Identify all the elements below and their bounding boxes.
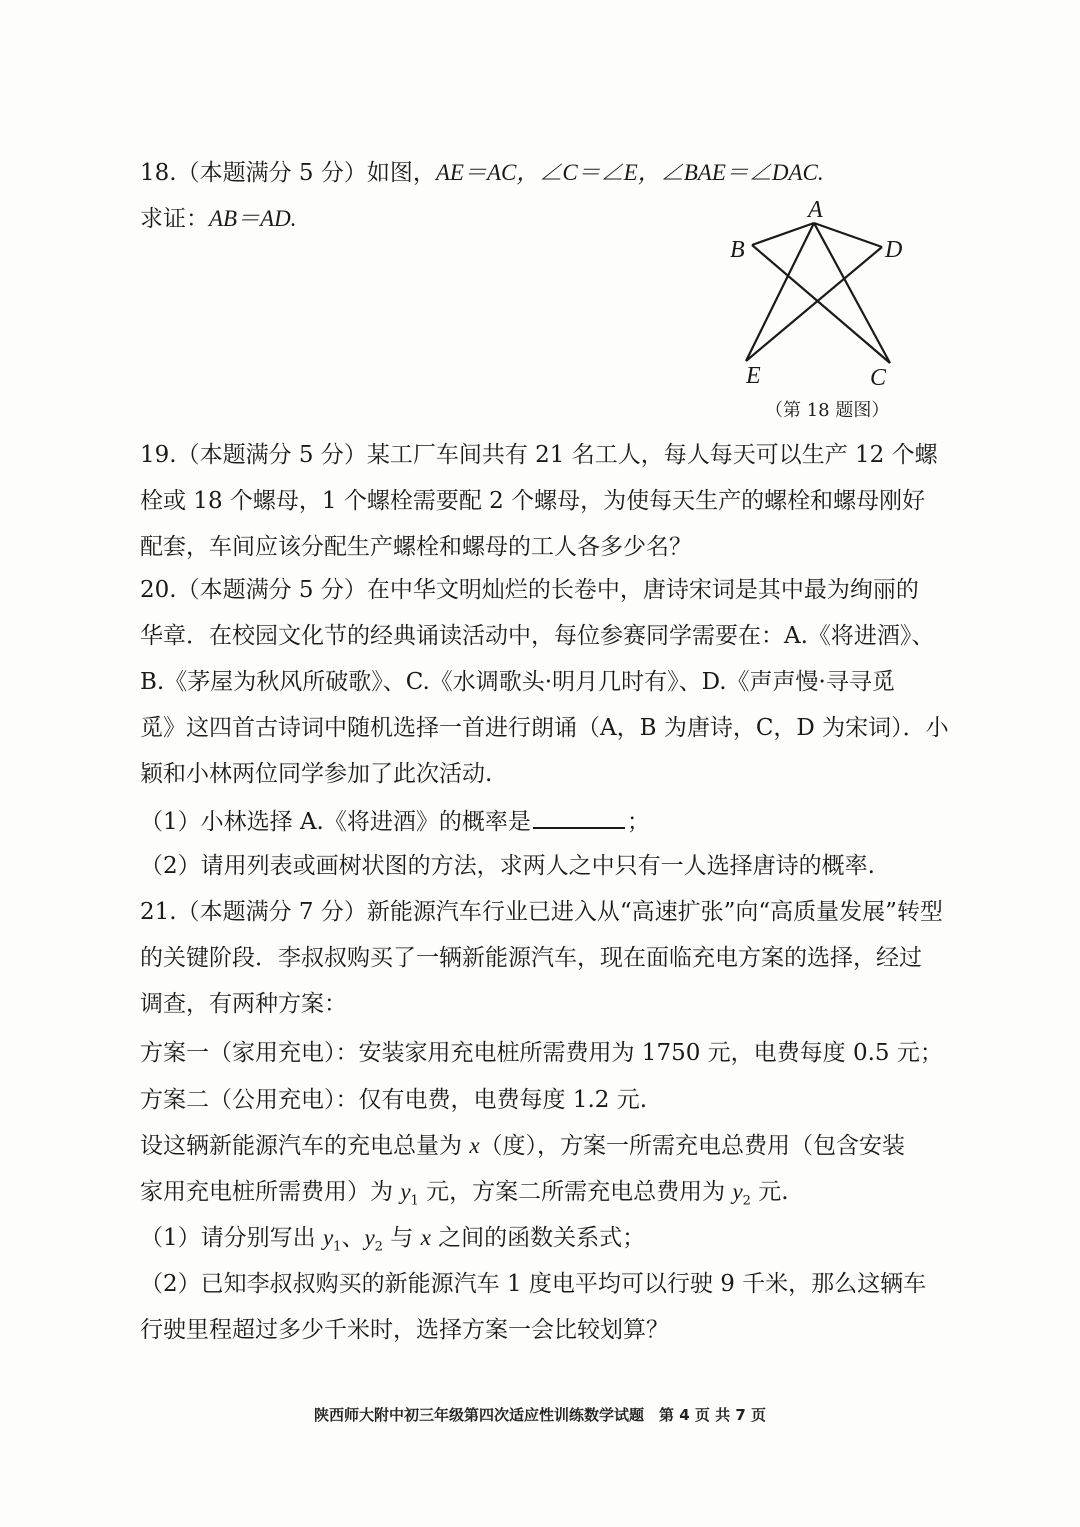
segment-ac: [814, 223, 890, 363]
q18-figure: [722, 195, 912, 395]
q21-setup-text: 设这辆新能源汽车的充电总量为: [140, 1133, 470, 1159]
page-footer: 陕西师大附中初三年级第四次适应性训练数学试题 第 4 页 共 7 页: [314, 1406, 766, 1424]
label-c: C: [870, 365, 887, 391]
q20-part-1: [140, 805, 650, 837]
label-e: E: [746, 363, 761, 389]
q21-setup-text: 元.: [750, 1179, 789, 1205]
label-b: B: [730, 237, 745, 263]
q21-plan-1: 方案一（家用充电）：安装家用充电桩所需费用为 1750 元，电费每度 0.5 元；: [140, 1040, 943, 1066]
q18-figure-caption: （第 18 题图）: [765, 400, 890, 421]
q19-line-1: 19.（本题满分 5 分）某工厂车间共有 21 名工人，每人每天可以生产 12 个螺: [140, 442, 938, 468]
q18-line-2: [140, 204, 297, 234]
q21-part-1-text: 之间的函数关系式；: [430, 1225, 646, 1251]
q21-part-1-text: （1）请分别写出: [140, 1225, 323, 1251]
q20-part-2: （2）请用列表或画树状图的方法，求两人之中只有一人选择唐诗的概率.: [140, 853, 875, 879]
q18-figure-lines: [746, 223, 890, 363]
q20-line-1: 20.（本题满分 5 分）在中华文明灿烂的长卷中，唐诗宋词是其中最为绚丽的: [140, 577, 919, 603]
q21-setup-text: 家用充电桩所需费用）为: [140, 1179, 401, 1205]
q19-line-2: 栓或 18 个螺母，1 个螺栓需要配 2 个螺母，为使每天生产的螺栓和螺母刚好: [140, 488, 926, 514]
q21-plan-2: 方案二（公用充电）：仅有电费，电费每度 1.2 元.: [140, 1087, 648, 1113]
q18-prove-label: 求证：: [140, 206, 209, 232]
var-x: x: [469, 1133, 480, 1158]
q21-line-3: 调查，有两种方案：: [140, 991, 347, 1017]
q20-part-1-text: （1）小林选择 A.《将进酒》的概率是: [140, 809, 531, 835]
q21-part-1-text: 、: [341, 1225, 365, 1251]
var-y2-subscript: 2: [374, 1239, 383, 1255]
q20-line-2: 华章．在校园文化节的经典诵读活动中，每位参赛同学需要在：A.《将进酒》、: [140, 623, 935, 649]
segment-de: [746, 247, 882, 361]
q21-setup-1: [140, 1131, 905, 1161]
var-x: x: [420, 1225, 431, 1250]
var-y2-subscript: 2: [742, 1193, 751, 1209]
var-y2: y: [732, 1179, 743, 1204]
answer-blank[interactable]: [533, 805, 625, 829]
q18-line-1: [140, 158, 824, 188]
q21-line-1: 21.（本题满分 7 分）新能源汽车行业已进入从“高速扩张”向“高质量发展”转型: [140, 899, 943, 925]
q20-part-1-end: ；: [626, 809, 650, 835]
q18-conditions: AE＝AC，∠C＝∠E，∠BAE＝∠DAC.: [435, 160, 824, 185]
q21-part-1: [140, 1223, 645, 1263]
label-a: A: [808, 197, 823, 223]
q21-setup-text: 元，方案二所需充电总费用为: [418, 1179, 733, 1205]
q20-line-5: 颖和小林两位同学参加了此次活动.: [140, 761, 493, 787]
q21-line-2: 的关键阶段．李叔叔购买了一辆新能源汽车，现在面临充电方案的选择，经过: [140, 945, 922, 971]
q21-part-2-line-2: 行驶里程超过多少千米时，选择方案一会比较划算？: [140, 1317, 669, 1343]
q21-part-2-line-1: （2）已知李叔叔购买的新能源汽车 1 度电平均可以行驶 9 千米，那么这辆车: [140, 1271, 927, 1297]
q19-line-3: 配套，车间应该分配生产螺栓和螺母的工人各多少名？: [140, 534, 692, 560]
var-y1: y: [322, 1225, 334, 1250]
q21-setup-text: （度），方案一所需充电总费用（包含安装: [479, 1133, 906, 1159]
var-y1: y: [400, 1179, 411, 1204]
q21-setup-2: [140, 1177, 789, 1217]
q18-prove-statement: AB＝AD.: [209, 206, 297, 231]
q21-part-1-text: 与: [382, 1225, 421, 1251]
var-y2: y: [364, 1225, 375, 1250]
q20-line-3: B.《茅屋为秋风所破歌》、C.《水调歌头·明月几时有》、D.《声声慢·寻寻觅: [140, 669, 895, 695]
var-y1-subscript: 1: [333, 1239, 342, 1255]
label-d: D: [885, 237, 903, 263]
segment-bc: [752, 245, 890, 363]
q18-prefix: 18.（本题满分 5 分）如图，: [140, 160, 436, 186]
q20-line-4: 觅》这四首古诗词中随机选择一首进行朗诵（A，B 为唐诗，C，D 为宋词）．小: [140, 715, 949, 741]
var-y1-subscript: 1: [410, 1193, 419, 1209]
